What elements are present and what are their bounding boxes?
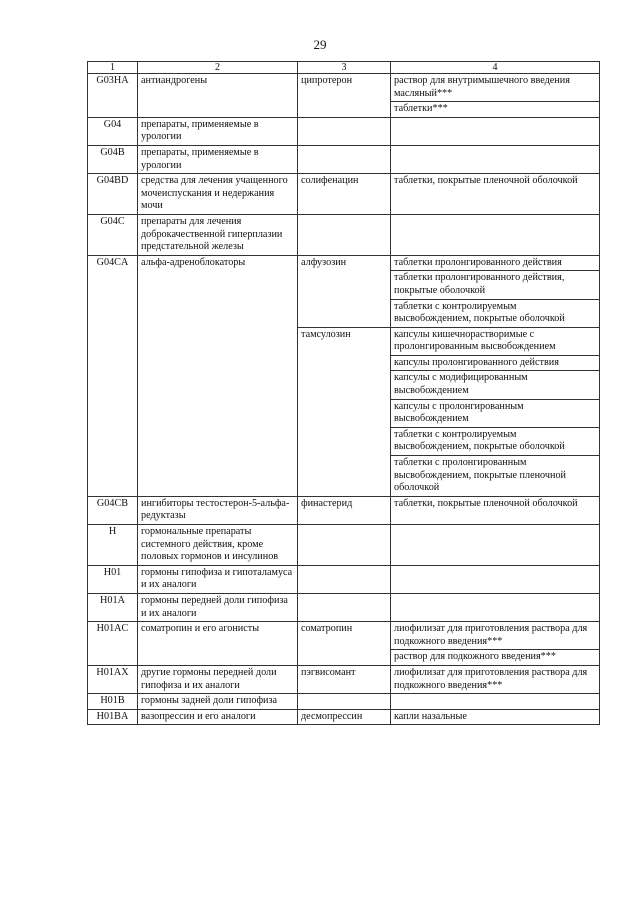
drug-name-cell (298, 145, 391, 173)
drug-name-cell: финастерид (298, 496, 391, 524)
dosage-form-cell: раствор для внутримышечного введения масляный*** (391, 74, 600, 102)
dosage-form-cell (391, 214, 600, 255)
anatomical-therapeutic-group-cell: препараты, применяемые в урологии (138, 145, 298, 173)
atc-code-cell: G04CA (88, 255, 138, 496)
anatomical-therapeutic-group-cell: средства для лечения учащенного мочеиспускания и недержания мочи (138, 174, 298, 215)
drug-name-cell (298, 525, 391, 566)
atc-code-cell: G04 (88, 117, 138, 145)
dosage-form-cell: таблетки, покрытые пленочной оболочкой (391, 174, 600, 215)
dosage-form-cell (391, 694, 600, 710)
dosage-form-cell (391, 117, 600, 145)
anatomical-therapeutic-group-cell: гормоны передней доли гипофиза и их аналоги (138, 593, 298, 621)
dosage-form-cell: таблетки с контролируемым высвобождением, покрытые оболочкой (391, 299, 600, 327)
table-row (88, 214, 600, 255)
table-row (88, 694, 600, 710)
drug-name-cell: алфузозин (298, 255, 391, 327)
dosage-form-cell: капсулы с модифицированным высвобождением (391, 371, 600, 399)
column-number-row (88, 62, 600, 74)
atc-code-cell: H01BA (88, 709, 138, 725)
atc-code-cell: G04C (88, 214, 138, 255)
anatomical-therapeutic-group-cell: гормональные препараты системного действия, кроме половых гормонов и инсулинов (138, 525, 298, 566)
atc-code-cell: G04BD (88, 174, 138, 215)
column-number: 1 (88, 62, 138, 74)
dosage-form-cell: таблетки пролонгированного действия (391, 255, 600, 271)
atc-code-cell: G04B (88, 145, 138, 173)
atc-code-cell: H01B (88, 694, 138, 710)
anatomical-therapeutic-group-cell: препараты, применяемые в урологии (138, 117, 298, 145)
column-number: 3 (298, 62, 391, 74)
drug-name-cell: пэгвисомант (298, 665, 391, 693)
dosage-form-cell (391, 525, 600, 566)
table-row (88, 174, 600, 215)
anatomical-therapeutic-group-cell: вазопрессин и его аналоги (138, 709, 298, 725)
table-row (88, 593, 600, 621)
anatomical-therapeutic-group-cell: альфа-адреноблокаторы (138, 255, 298, 496)
table-row (88, 565, 600, 593)
drug-name-cell: солифенацин (298, 174, 391, 215)
table-row (88, 496, 600, 524)
drug-name-cell (298, 214, 391, 255)
dosage-form-cell: капли назальные (391, 709, 600, 725)
anatomical-therapeutic-group-cell: препараты для лечения доброкачественной гиперплазии предстательной железы (138, 214, 298, 255)
dosage-form-cell: лиофилизат для приготовления раствора для подкожного введения*** (391, 622, 600, 650)
table-row (88, 709, 600, 725)
drug-name-cell: десмопрессин (298, 709, 391, 725)
atc-code-cell: H01AX (88, 665, 138, 693)
dosage-form-cell (391, 145, 600, 173)
dosage-form-cell: таблетки пролонгированного действия, покрытые оболочкой (391, 271, 600, 299)
anatomical-therapeutic-group-cell: гормоны гипофиза и гипоталамуса и их аналоги (138, 565, 298, 593)
drug-list-table (87, 61, 600, 725)
dosage-form-cell: таблетки с контролируемым высвобождением, покрытые оболочкой (391, 427, 600, 455)
table-row (88, 255, 600, 271)
table-row (88, 74, 600, 102)
column-number: 2 (138, 62, 298, 74)
anatomical-therapeutic-group-cell: антиандрогены (138, 74, 298, 118)
atc-code-cell: H01A (88, 593, 138, 621)
atc-code-cell: G03HA (88, 74, 138, 118)
drug-name-cell (298, 694, 391, 710)
atc-code-cell: H (88, 525, 138, 566)
drug-name-cell (298, 117, 391, 145)
table-row (88, 622, 600, 650)
dosage-form-cell: раствор для подкожного введения*** (391, 650, 600, 666)
atc-code-cell: H01 (88, 565, 138, 593)
drug-name-cell: тамсулозин (298, 327, 391, 496)
drug-name-cell: соматропин (298, 622, 391, 666)
dosage-form-cell: лиофилизат для приготовления раствора для подкожного введения*** (391, 665, 600, 693)
dosage-form-cell (391, 565, 600, 593)
table-row (88, 145, 600, 173)
dosage-form-cell (391, 593, 600, 621)
dosage-form-cell: таблетки с пролонгированным высвобождением, покрытые пленочной оболочкой (391, 456, 600, 497)
drug-name-cell (298, 593, 391, 621)
anatomical-therapeutic-group-cell: гормоны задней доли гипофиза (138, 694, 298, 710)
atc-code-cell: G04CB (88, 496, 138, 524)
dosage-form-cell: капсулы с пролонгированным высвобождением (391, 399, 600, 427)
dosage-form-cell: таблетки*** (391, 102, 600, 118)
drug-name-cell: ципротерон (298, 74, 391, 118)
atc-code-cell: H01AC (88, 622, 138, 666)
table-row (88, 665, 600, 693)
dosage-form-cell: капсулы кишечнорастворимые с пролонгированным высвобождением (391, 327, 600, 355)
dosage-form-cell: таблетки, покрытые пленочной оболочкой (391, 496, 600, 524)
dosage-form-cell: капсулы пролонгированного действия (391, 355, 600, 371)
drug-name-cell (298, 565, 391, 593)
anatomical-therapeutic-group-cell: другие гормоны передней доли гипофиза и их аналоги (138, 665, 298, 693)
column-number: 4 (391, 62, 600, 74)
page-number: 29 (313, 37, 327, 52)
anatomical-therapeutic-group-cell: соматропин и его агонисты (138, 622, 298, 666)
anatomical-therapeutic-group-cell: ингибиторы тестостерон-5-альфа-редуктазы (138, 496, 298, 524)
table-row (88, 525, 600, 566)
table-row (88, 117, 600, 145)
